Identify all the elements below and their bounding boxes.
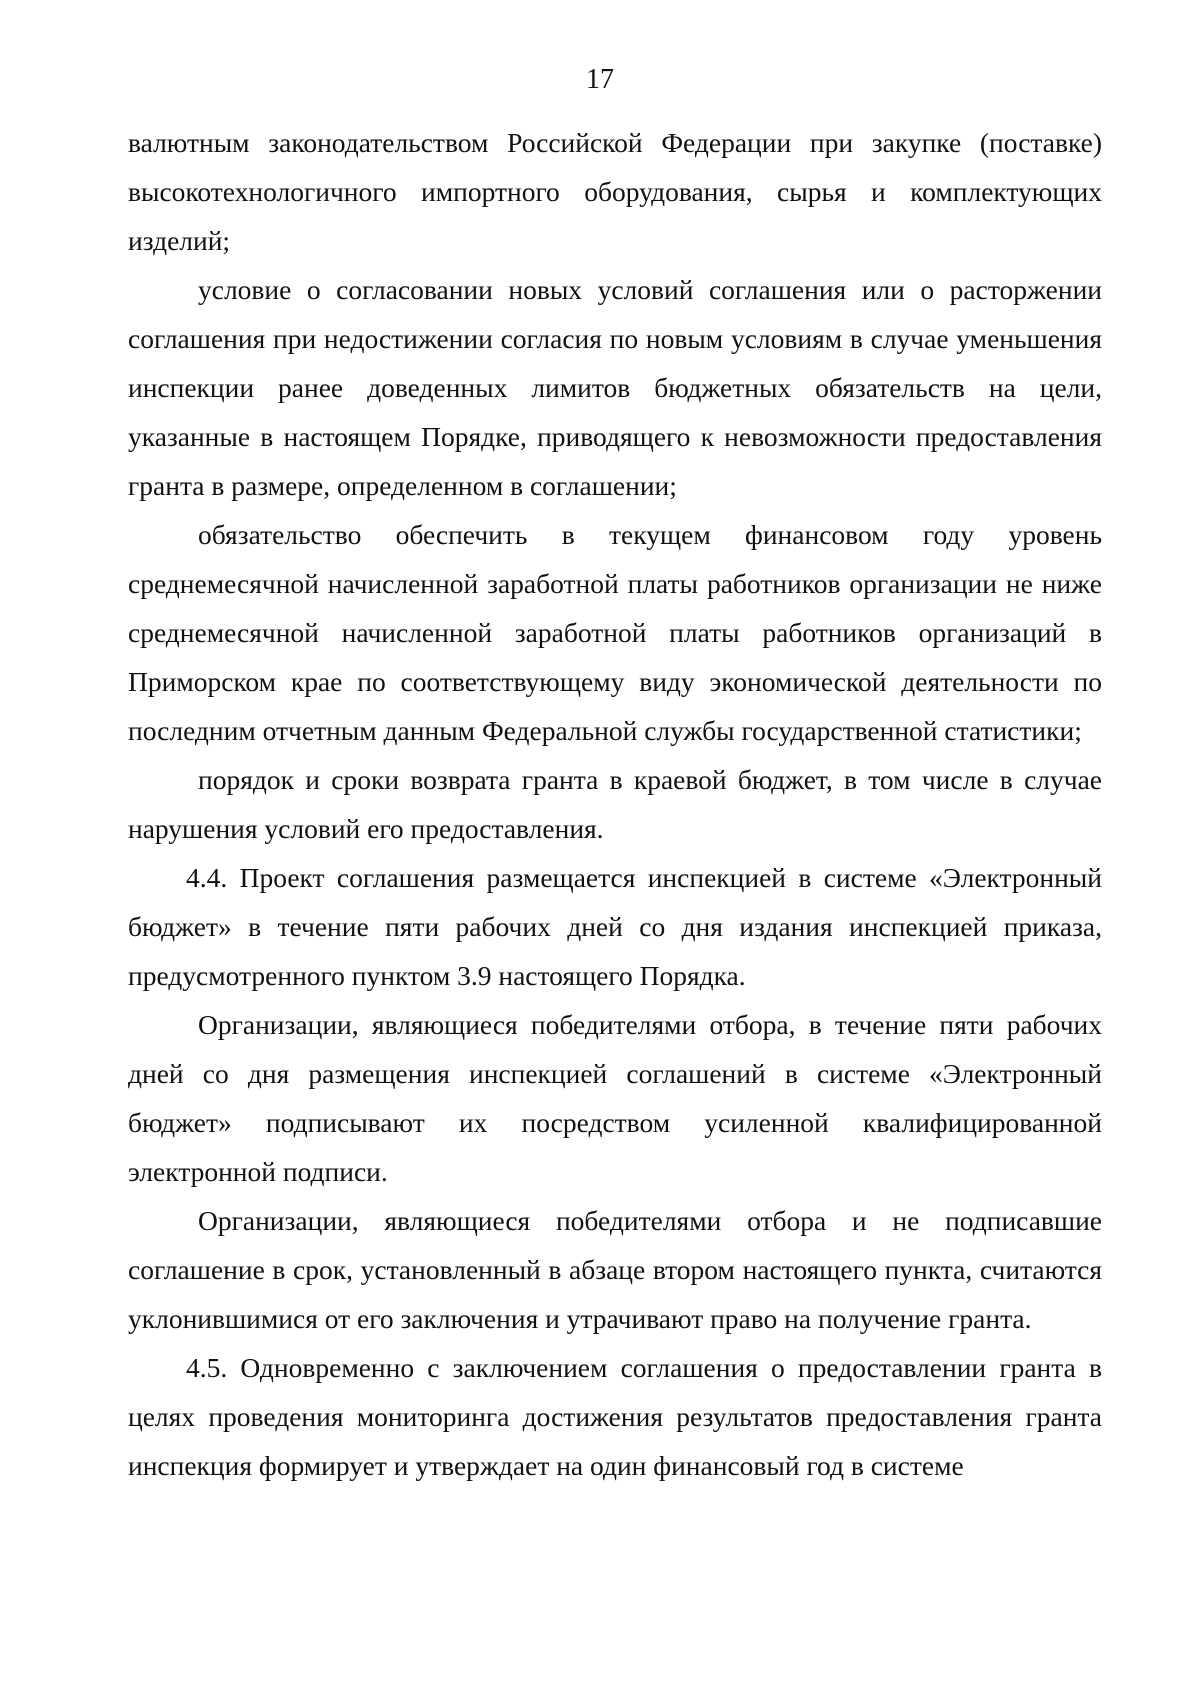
paragraph-continuation: валютным законодательством Российской Федерации при закупке (поставке) высокотехнологичного импортного оборудования, сырья и комплектующих изделий; xyxy=(128,127,1102,256)
paragraph-salary-obligation: обязательство обеспечить в текущем финансовом году уровень среднемесячной начисленной заработной платы работников организации не ниже среднемесячной начисленной заработной платы работников организаций в Приморском крае по соответствующему виду экономической деятельности по последним отчетным данным Федеральной службы государственной статистики; xyxy=(128,519,1102,746)
paragraph-grant-return: порядок и сроки возврата гранта в краевой бюджет, в том числе в случае нарушения условий его предоставления. xyxy=(128,764,1102,844)
page-number: 17 xyxy=(586,64,614,95)
paragraph-signing: Организации, являющиеся победителями отбора, в течение пяти рабочих дней со дня размещения инспекцией соглашений в системе «Электронный бюджет» подписывают их посредством усиленной квалифицированной электронной подписи. xyxy=(128,1009,1102,1187)
paragraph-evasion: Организации, являющиеся победителями отбора и не подписавшие соглашение в срок, установленный в абзаце втором настоящего пункта, считаются уклонившимися от его заключения и утрачивают право на получение гранта. xyxy=(128,1205,1102,1334)
paragraph-section-4-4: 4.4. Проект соглашения размещается инспекцией в системе «Электронный бюджет» в течение пяти рабочих дней со дня издания инспекцией приказа, предусмотренного пунктом 3.9 настоящего Порядка. xyxy=(128,862,1102,991)
paragraph-section-4-5: 4.5. Одновременно с заключением соглашения о предоставлении гранта в целях проведения мониторинга достижения результатов предоставления гранта инспекция формирует и утверждает на один финансовый год в системе xyxy=(128,1352,1102,1481)
paragraph-agreement-condition: условие о согласовании новых условий соглашения или о расторжении соглашения при недостижении согласия по новым условиям в случае уменьшения инспекции ранее доведенных лимитов бюджетных обязательств на цели, указанные в настоящем Порядке, приводящего к невозможности предоставления гранта в размере, определенном в соглашении; xyxy=(128,274,1102,501)
document-body xyxy=(128,118,1102,1490)
